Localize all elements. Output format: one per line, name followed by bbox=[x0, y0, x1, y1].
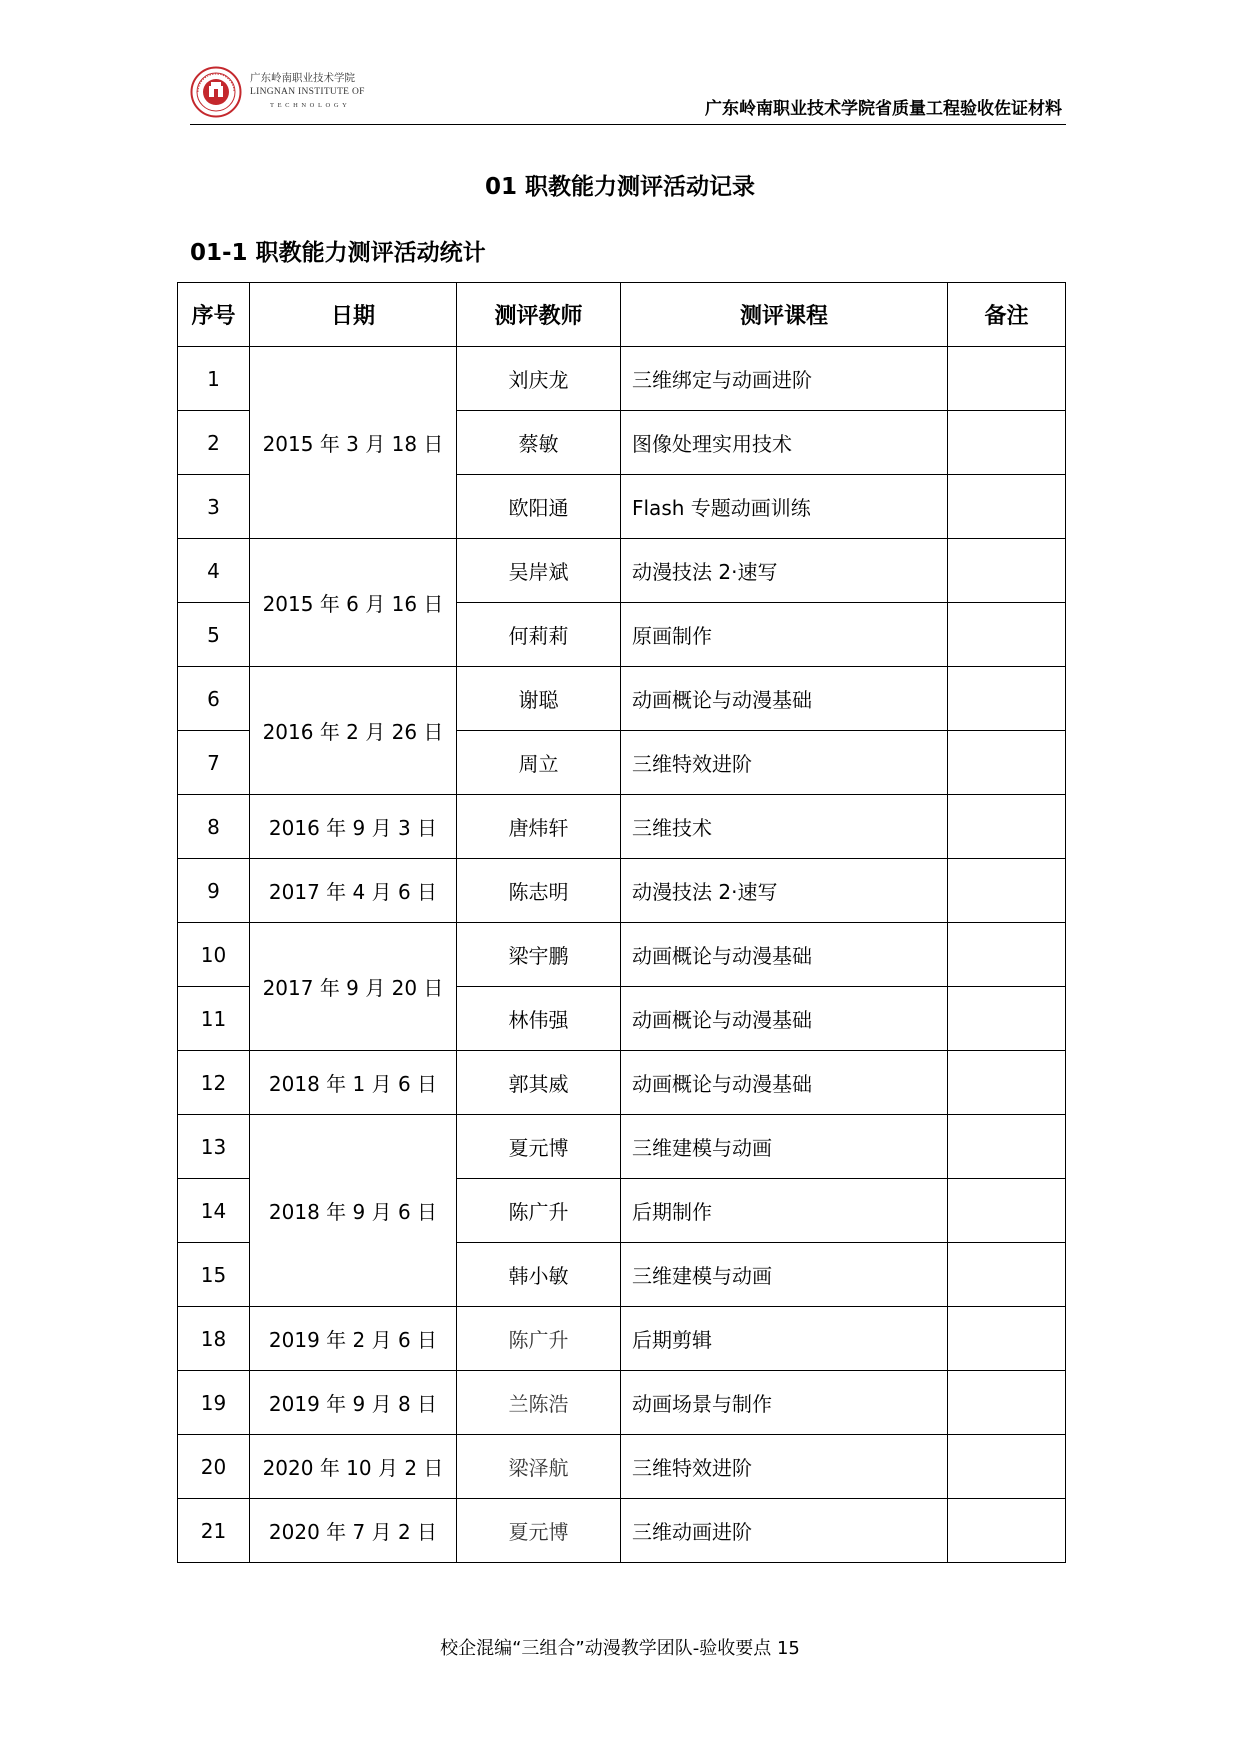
row-note bbox=[948, 987, 1066, 1051]
row-note bbox=[948, 923, 1066, 987]
row-teacher: 陈志明 bbox=[457, 859, 621, 923]
row-note bbox=[948, 1371, 1066, 1435]
row-course: 动画概论与动漫基础 bbox=[621, 987, 948, 1051]
row-course: 后期制作 bbox=[621, 1179, 948, 1243]
row-course: 三维动画进阶 bbox=[621, 1499, 948, 1563]
row-date: 2020 年 7 月 2 日 bbox=[250, 1499, 457, 1563]
table-row bbox=[178, 859, 1066, 923]
row-teacher: 兰陈浩 bbox=[457, 1371, 621, 1435]
page-footer: 校企混编“三组合”动漫教学团队-验收要点 15 bbox=[440, 1638, 800, 1659]
row-note bbox=[948, 731, 1066, 795]
row-date: 2016 年 9 月 3 日 bbox=[250, 795, 457, 859]
row-date: 2019 年 2 月 6 日 bbox=[250, 1307, 457, 1371]
table-row bbox=[178, 1051, 1066, 1115]
table-row bbox=[178, 795, 1066, 859]
section-title: 01-1 职教能力测评活动统计 bbox=[190, 240, 486, 266]
row-note bbox=[948, 1499, 1066, 1563]
row-teacher: 蔡敏 bbox=[457, 411, 621, 475]
table-row bbox=[178, 539, 1066, 603]
row-teacher: 夏元博 bbox=[457, 1499, 621, 1563]
row-no: 2 bbox=[178, 411, 250, 475]
row-date: 2018 年 9 月 6 日 bbox=[250, 1115, 457, 1307]
logo-cn-name: 广东岭南职业技术学院 bbox=[250, 72, 355, 84]
row-no: 21 bbox=[178, 1499, 250, 1563]
row-note bbox=[948, 1051, 1066, 1115]
header-title: 广东岭南职业技术学院省质量工程验收佐证材料 bbox=[705, 99, 1062, 119]
row-teacher: 欧阳通 bbox=[457, 475, 621, 539]
table-row bbox=[178, 1499, 1066, 1563]
row-no: 3 bbox=[178, 475, 250, 539]
row-teacher: 何莉莉 bbox=[457, 603, 621, 667]
header-course: 测评课程 bbox=[621, 283, 948, 347]
row-course: 图像处理实用技术 bbox=[621, 411, 948, 475]
row-teacher: 郭其威 bbox=[457, 1051, 621, 1115]
row-note bbox=[948, 1435, 1066, 1499]
row-course: 三维建模与动画 bbox=[621, 1243, 948, 1307]
row-teacher: 韩小敏 bbox=[457, 1243, 621, 1307]
table-row bbox=[178, 667, 1066, 731]
row-date: 2016 年 2 月 26 日 bbox=[250, 667, 457, 795]
row-note bbox=[948, 411, 1066, 475]
row-no: 18 bbox=[178, 1307, 250, 1371]
table-row bbox=[178, 923, 1066, 987]
row-date: 2015 年 6 月 16 日 bbox=[250, 539, 457, 667]
row-note bbox=[948, 475, 1066, 539]
row-no: 5 bbox=[178, 603, 250, 667]
row-course: 三维技术 bbox=[621, 795, 948, 859]
row-course: 动画场景与制作 bbox=[621, 1371, 948, 1435]
row-course: 后期剪辑 bbox=[621, 1307, 948, 1371]
row-no: 19 bbox=[178, 1371, 250, 1435]
row-teacher: 林伟强 bbox=[457, 987, 621, 1051]
row-no: 8 bbox=[178, 795, 250, 859]
row-course: 动画概论与动漫基础 bbox=[621, 667, 948, 731]
logo-en-name-2: TECHNOLOGY bbox=[270, 102, 351, 109]
row-note bbox=[948, 667, 1066, 731]
row-note bbox=[948, 603, 1066, 667]
row-note bbox=[948, 859, 1066, 923]
row-date: 2018 年 1 月 6 日 bbox=[250, 1051, 457, 1115]
row-course: 三维绑定与动画进阶 bbox=[621, 347, 948, 411]
page-header bbox=[190, 60, 1066, 125]
row-no: 10 bbox=[178, 923, 250, 987]
row-teacher: 唐炜轩 bbox=[457, 795, 621, 859]
institute-seal-icon bbox=[190, 66, 242, 118]
row-teacher: 陈广升 bbox=[457, 1179, 621, 1243]
row-date: 2017 年 4 月 6 日 bbox=[250, 859, 457, 923]
row-course: 三维建模与动画 bbox=[621, 1115, 948, 1179]
row-no: 4 bbox=[178, 539, 250, 603]
row-no: 12 bbox=[178, 1051, 250, 1115]
row-course: 三维特效进阶 bbox=[621, 731, 948, 795]
row-teacher: 梁泽航 bbox=[457, 1435, 621, 1499]
row-course: 动画概论与动漫基础 bbox=[621, 1051, 948, 1115]
row-no: 20 bbox=[178, 1435, 250, 1499]
evaluation-table bbox=[177, 282, 1066, 1563]
header-note: 备注 bbox=[948, 283, 1066, 347]
document-title: 01 职教能力测评活动记录 bbox=[484, 174, 755, 200]
row-note bbox=[948, 1243, 1066, 1307]
row-no: 15 bbox=[178, 1243, 250, 1307]
row-no: 6 bbox=[178, 667, 250, 731]
row-note bbox=[948, 1115, 1066, 1179]
row-note bbox=[948, 1179, 1066, 1243]
table-row bbox=[178, 1115, 1066, 1179]
logo-en-name: LINGNAN INSTITUTE OF bbox=[250, 87, 365, 97]
table-row bbox=[178, 1307, 1066, 1371]
table-header-row bbox=[178, 283, 1066, 347]
row-date: 2020 年 10 月 2 日 bbox=[250, 1435, 457, 1499]
row-teacher: 陈广升 bbox=[457, 1307, 621, 1371]
row-date: 2017 年 9 月 20 日 bbox=[250, 923, 457, 1051]
row-teacher: 周立 bbox=[457, 731, 621, 795]
row-course: 三维特效进阶 bbox=[621, 1435, 948, 1499]
row-no: 13 bbox=[178, 1115, 250, 1179]
header-no: 序号 bbox=[178, 283, 250, 347]
row-note bbox=[948, 1307, 1066, 1371]
row-no: 14 bbox=[178, 1179, 250, 1243]
row-teacher: 梁宇鹏 bbox=[457, 923, 621, 987]
row-teacher: 吴岸斌 bbox=[457, 539, 621, 603]
row-teacher: 谢聪 bbox=[457, 667, 621, 731]
row-course: 动漫技法 2·速写 bbox=[621, 859, 948, 923]
row-date: 2019 年 9 月 8 日 bbox=[250, 1371, 457, 1435]
institute-logo bbox=[190, 66, 365, 118]
table-row bbox=[178, 347, 1066, 411]
row-note bbox=[948, 539, 1066, 603]
row-teacher: 夏元博 bbox=[457, 1115, 621, 1179]
row-no: 9 bbox=[178, 859, 250, 923]
row-date: 2015 年 3 月 18 日 bbox=[250, 347, 457, 539]
header-teacher: 测评教师 bbox=[457, 283, 621, 347]
row-no: 7 bbox=[178, 731, 250, 795]
row-no: 1 bbox=[178, 347, 250, 411]
row-teacher: 刘庆龙 bbox=[457, 347, 621, 411]
header-date: 日期 bbox=[250, 283, 457, 347]
table-row bbox=[178, 1435, 1066, 1499]
table-row bbox=[178, 1371, 1066, 1435]
row-course: 动画概论与动漫基础 bbox=[621, 923, 948, 987]
row-course: 原画制作 bbox=[621, 603, 948, 667]
row-course: 动漫技法 2·速写 bbox=[621, 539, 948, 603]
row-note bbox=[948, 347, 1066, 411]
row-course: Flash 专题动画训练 bbox=[621, 475, 948, 539]
row-note bbox=[948, 795, 1066, 859]
row-no: 11 bbox=[178, 987, 250, 1051]
